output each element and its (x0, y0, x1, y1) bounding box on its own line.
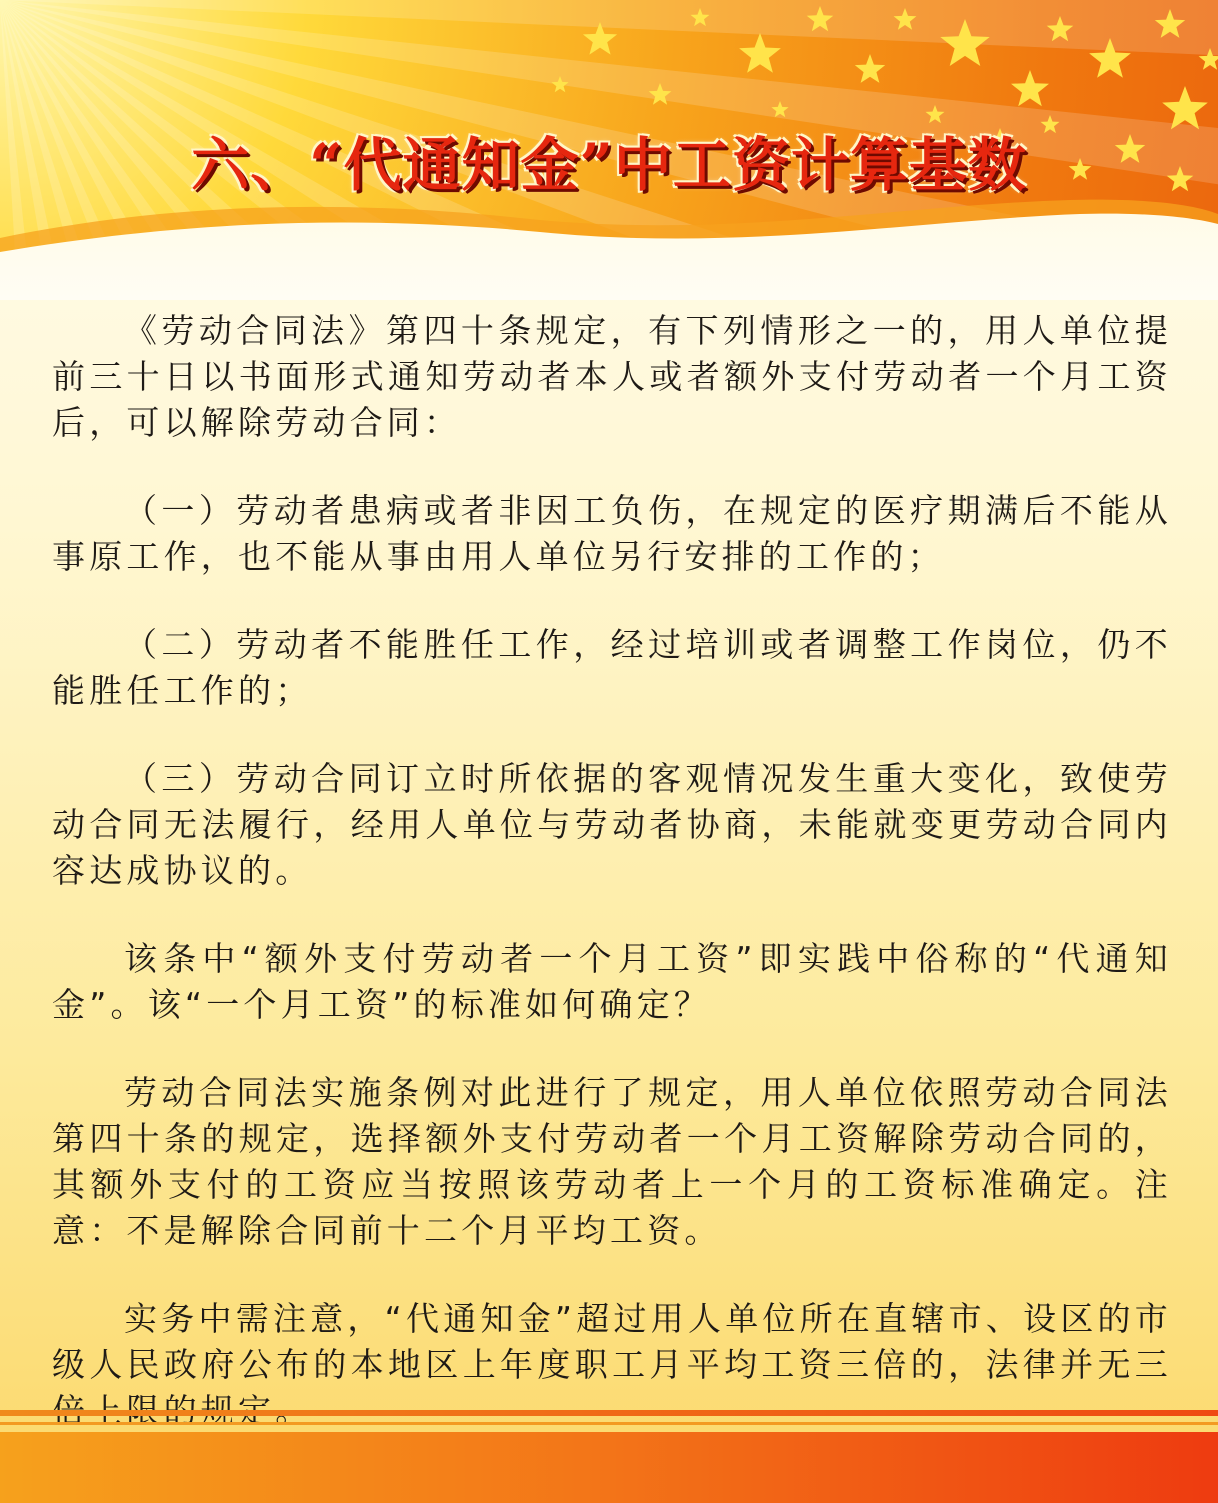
article-body (52, 308, 1172, 1476)
paragraph: 《劳动合同法》第四十条规定，有下列情形之一的，用人单位提前三十日以书面形式通知劳动者本人或者额外支付劳动者一个月工资后，可以解除劳动合同： (52, 311, 1172, 442)
header-banner (0, 0, 1218, 300)
paragraph: 实务中需注意，“代通知金”超过用人单位所在直辖市、设区的市级人民政府公布的本地区上年度职工月平均工资三倍的，法律并无三 (52, 1299, 1172, 1384)
paragraph: （二）劳动者不能胜任工作，经过培训或者调整工作岗位，仍不能胜任工作的； (52, 625, 1172, 710)
footer-band (0, 1410, 1218, 1503)
footer-bar (0, 1432, 1218, 1503)
paragraph: 劳动合同法实施条例对此进行了规定，用人单位依照劳动合同法第四十条的规定，选择额外支付劳动者一个月工资解除劳动合同的，其额外支付的工资应当按照该劳动者上一个月的工资标准确定。注意：不是解除合同前十二个月平均工资。 (52, 1073, 1172, 1250)
footer-divider (0, 1410, 1218, 1416)
paragraph: （三）劳动合同订立时所依据的客观情况发生重大变化，致使劳动合同无法履行，经用人单位与劳动者协商，未能就变更劳动合同内容达成协议的。 (52, 759, 1172, 890)
paragraph: （一）劳动者患病或者非因工负伤，在规定的医疗期满后不能从事原工作，也不能从事由用人单位另行安排的工作的； (52, 491, 1172, 576)
footer-divider (0, 1422, 1218, 1425)
paragraph: 该条中“额外支付劳动者一个月工资”即实践中俗称的“代通知金”。该“一个月工资”的标准如何确定？ (52, 939, 1172, 1024)
poster-title: 六、“代通知金”中工资计算基数 (191, 131, 1027, 199)
